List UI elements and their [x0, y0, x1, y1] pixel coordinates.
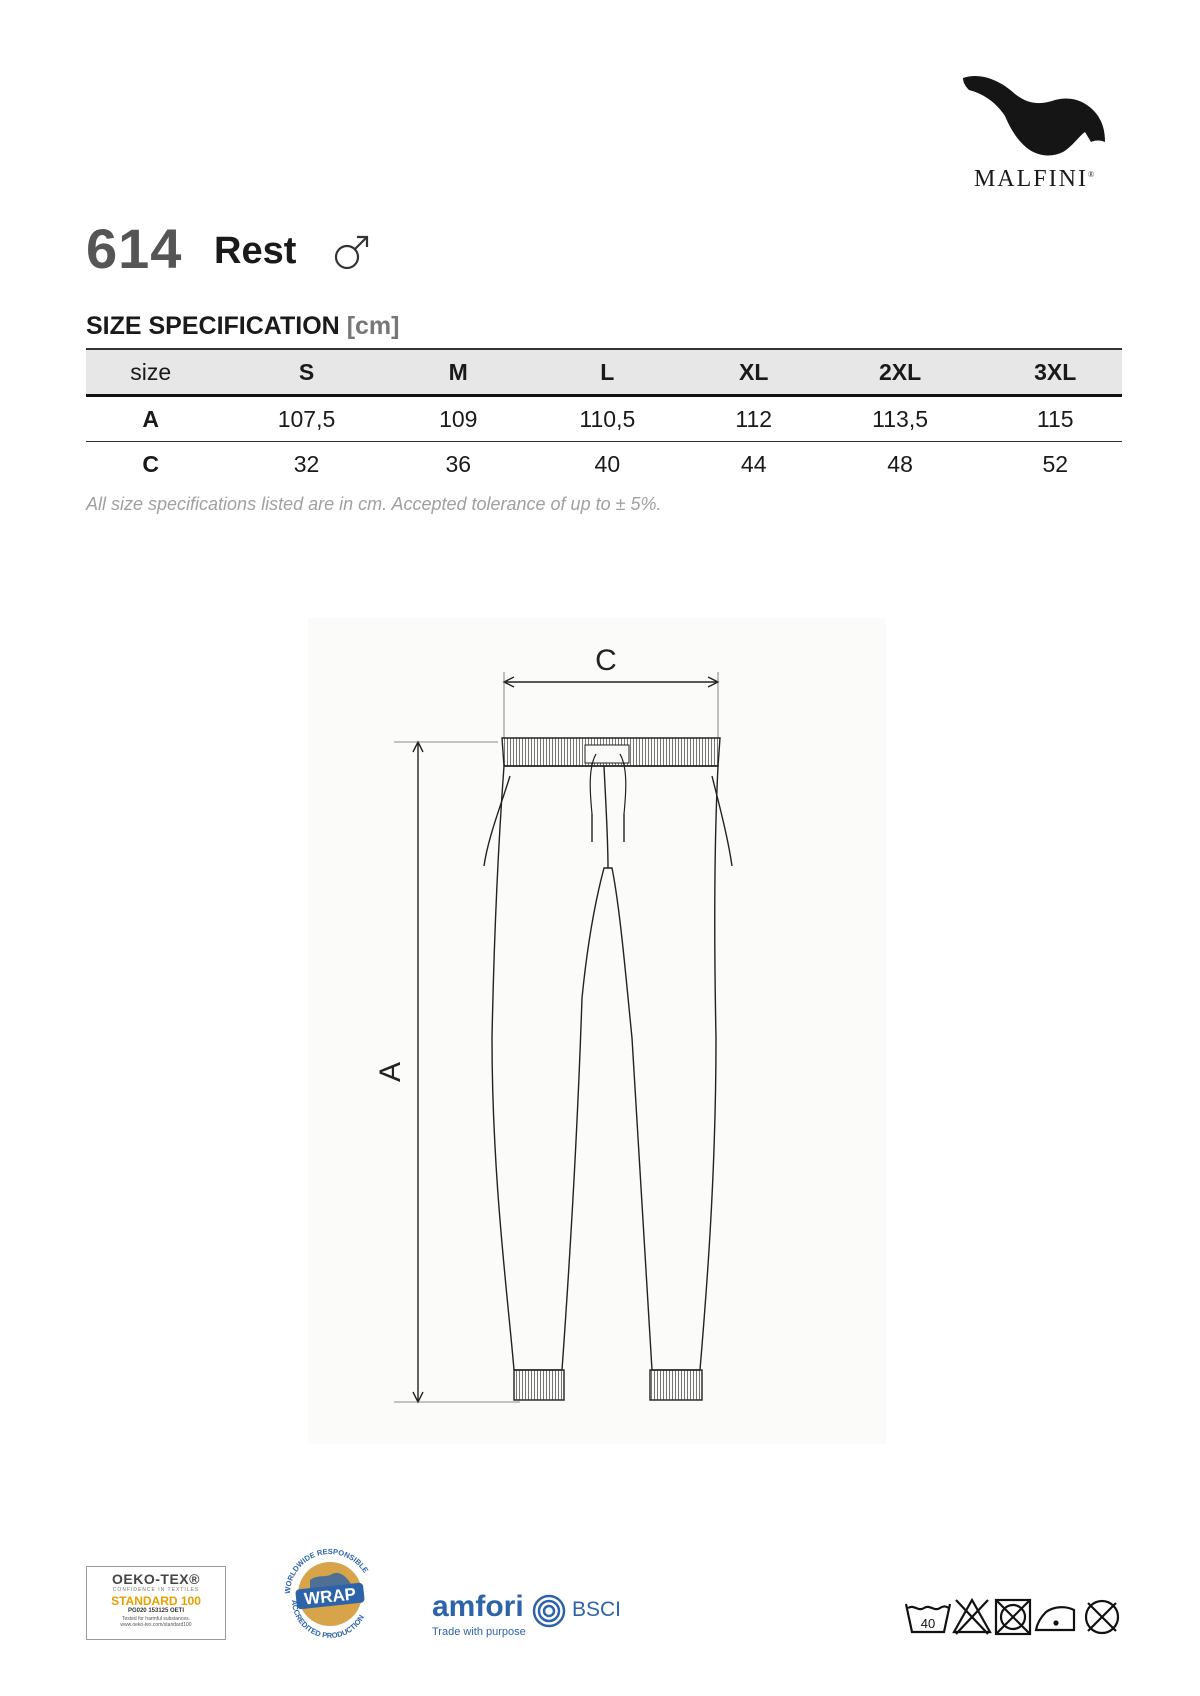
table-cell: 112 — [696, 396, 812, 442]
amfori-tagline: Trade with purpose — [432, 1626, 526, 1638]
table-cell: 48 — [887, 450, 913, 477]
table-header-row — [86, 349, 1122, 396]
oeko-code: PG020 153125 OETI — [127, 1608, 185, 1614]
row-label: A — [86, 396, 215, 442]
wrap-ring-bottom: ACCREDITED PRODUCTION — [289, 1599, 366, 1641]
table-cell: 107,5 — [215, 396, 397, 442]
wrap-word: WRAP — [303, 1584, 357, 1609]
dimension-c-label: C — [595, 644, 617, 677]
table-cell: 109 — [398, 396, 519, 442]
oeko-tested: Tested for harmful substances. — [121, 1616, 191, 1622]
oeko-url: www.oeko-tex.com/standard100 — [120, 1622, 192, 1628]
table-cell: 44 — [740, 450, 767, 477]
bsci-label: BSCI — [572, 1598, 622, 1621]
table-cell: 110,5 — [519, 396, 696, 442]
svg-text:40: 40 — [920, 1616, 936, 1631]
header-cell-s: S — [215, 349, 397, 396]
table-row-c — [86, 442, 1122, 487]
amfori-swirl-icon — [532, 1594, 566, 1628]
table-cell: 113,5 — [812, 396, 989, 442]
header-cell-l: L — [519, 349, 696, 396]
header-cell-size: size — [86, 349, 215, 396]
wash-40-icon — [906, 1604, 950, 1632]
row-label: C — [142, 450, 160, 477]
table-cell: 40 — [594, 450, 621, 477]
oeko-title: OEKO-TEX® — [112, 1571, 200, 1587]
do-not-bleach-icon — [954, 1600, 990, 1634]
table-cell: 32 — [293, 450, 320, 477]
header-cell-xl: XL — [696, 349, 812, 396]
wrap-ring-top: WORLDWIDE RESPONSIBLE — [282, 1546, 371, 1595]
oeko-standard: STANDARD 100 — [111, 1594, 201, 1608]
table-cell: 52 — [1042, 450, 1069, 477]
header-cell-3xl: 3XL — [988, 349, 1122, 396]
spec-title: SIZE SPECIFICATION — [86, 312, 340, 340]
table-row-a — [86, 396, 1122, 442]
tolerance-note: All size specifications listed are in cm. Accepted tolerance of up to ± 5%. — [86, 494, 662, 514]
wrap-certification-icon — [276, 1540, 384, 1648]
header-cell-2xl: 2XL — [812, 349, 989, 396]
product-name: Rest — [214, 230, 297, 272]
table-cell: 36 — [445, 450, 472, 477]
iron-low-icon — [1036, 1607, 1074, 1630]
pants-technical-drawing — [308, 618, 886, 1444]
oeko-tex-badge — [86, 1566, 226, 1640]
header-cell-m: M — [398, 349, 519, 396]
dimension-a-label: A — [374, 1061, 407, 1083]
spec-unit: [cm] — [346, 312, 400, 340]
do-not-tumble-dry-icon — [996, 1600, 1030, 1634]
brand-wordmark: MALFINI® — [973, 166, 1097, 192]
size-table — [86, 348, 1122, 486]
amfori-wordmark: amfori — [432, 1590, 524, 1623]
table-cell: 115 — [988, 396, 1122, 442]
spec-heading — [86, 312, 399, 341]
do-not-dry-clean-icon — [1086, 1601, 1118, 1633]
product-code: 614 — [86, 217, 183, 280]
oeko-subtitle: CONFIDENCE IN TEXTILES — [112, 1587, 200, 1593]
male-symbol-icon — [332, 232, 372, 272]
care-symbols — [904, 1596, 1124, 1638]
